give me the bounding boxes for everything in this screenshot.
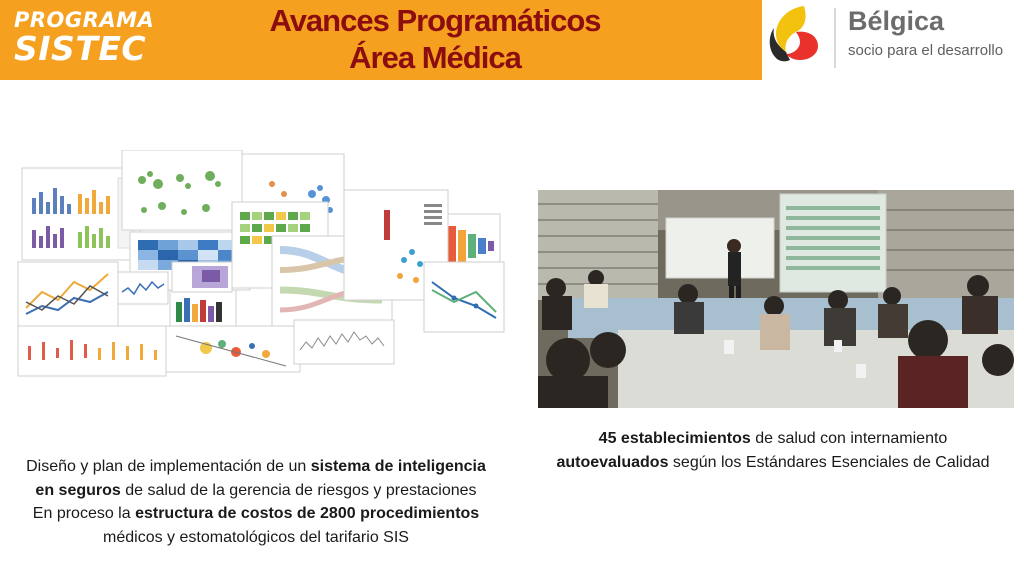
- collage-panel-dense: [294, 320, 394, 364]
- left-caption-text: médicos y estomatológicos del tarifario SIS: [103, 528, 409, 546]
- right-caption-bold: autoevaluados: [556, 453, 669, 471]
- belgica-flag-icon: [764, 0, 830, 80]
- collage-panel-colorbars: [170, 290, 236, 326]
- collage-panel-timeseries: [118, 272, 168, 304]
- left-caption-text: Diseño y plan de implementación de un: [26, 458, 311, 475]
- partner-tagline: socio para el desarrollo: [848, 42, 1004, 59]
- brand-line1: PROGRAMA: [14, 8, 155, 32]
- collage-panel-scatter: [122, 150, 242, 230]
- title-line2: Área Médica: [349, 40, 521, 75]
- brand-line2: SISTEC: [14, 29, 147, 68]
- partner-name: Bélgica: [848, 6, 945, 36]
- header-banner: [0, 0, 762, 80]
- left-caption: [16, 455, 496, 549]
- left-caption-bold: estructura de costos de 2800 procedimientos: [135, 505, 480, 522]
- workshop-photo: [538, 190, 1014, 408]
- left-caption-text: de salud de la gerencia de riesgos y prestaciones: [120, 481, 477, 499]
- collage-panel-bubbles: [166, 326, 300, 372]
- programa-sistec-logo: [14, 8, 155, 68]
- belgica-partner-logo: [762, 0, 1024, 80]
- logo-divider: [834, 8, 836, 68]
- title-line1: Avances Programáticos: [269, 3, 601, 38]
- left-caption-text: En proceso la: [32, 505, 136, 522]
- right-caption-text: de salud con internamiento: [750, 430, 948, 447]
- dashboard-collage-image: [14, 150, 510, 380]
- right-caption-bold: 45 establecimientos: [598, 430, 751, 447]
- collage-panel-trend: [424, 262, 504, 332]
- left-caption-bold: sistema de inteligencia en seguros: [35, 458, 486, 499]
- collage-panel-errorbars: [18, 326, 166, 376]
- right-caption-text: según los Estándares Esenciales de Calidad: [668, 453, 990, 471]
- collage-panel-lines: [18, 262, 118, 326]
- page-title: [180, 2, 690, 76]
- right-caption: [530, 427, 1016, 474]
- collage-panel-purple: [172, 262, 232, 292]
